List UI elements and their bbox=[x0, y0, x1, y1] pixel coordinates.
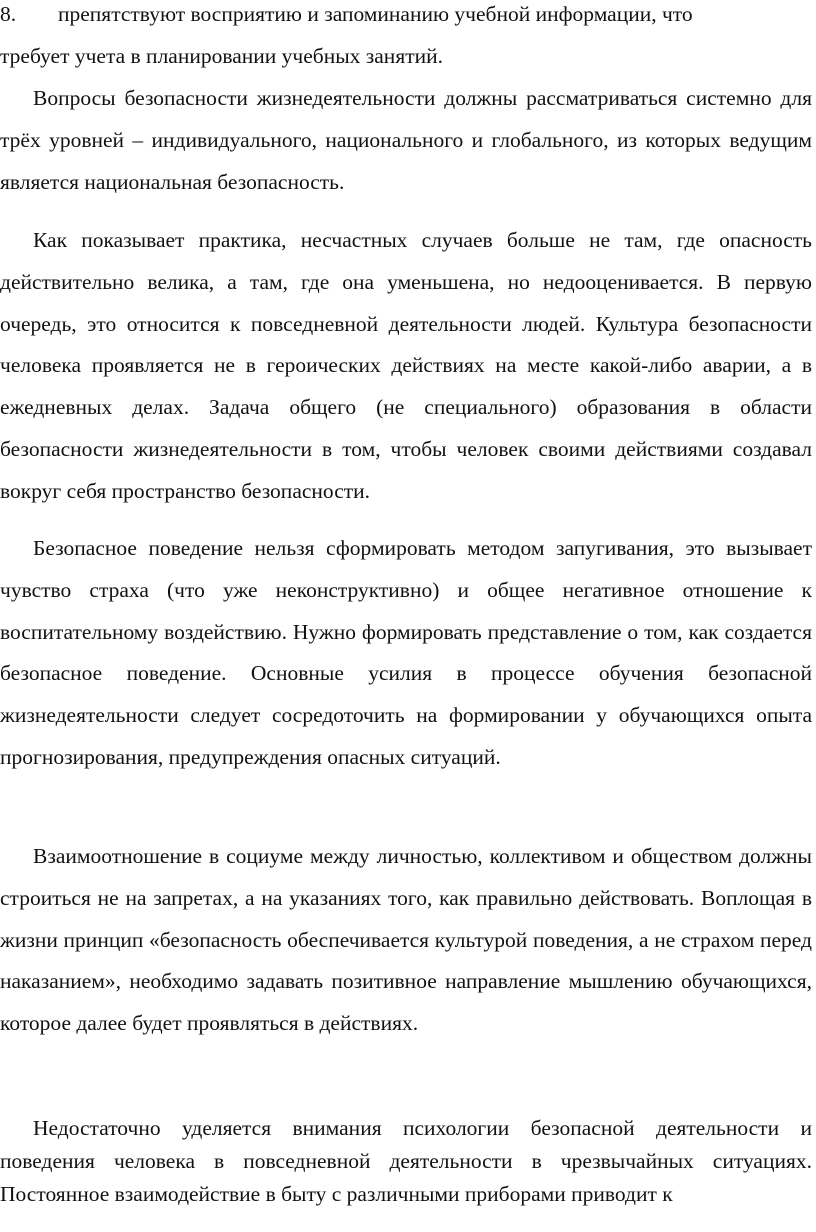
paragraph-safe-behavior: Безопасное поведение нельзя сформировать методом запугивания, это вызывает чувство страха (что уже неконструктивно) и общее негативное отношение к воспитательному воздействию. Нужно формировать представление о том, как создается безопасное поведение. Основные усилия в процессе обучения безопасной жизнедеятельности следует сосредоточить на формировании у обучающихся опыта прогнозирования, предупреждения опасных ситуаций. bbox=[0, 536, 812, 769]
paragraph-practice: Как показывает практика, несчастных случаев больше не там, где опасность действительно велика, а там, где она уменьшена, но недооценивается. В первую очередь, это относится к повседневной деятельности людей. Культура безопасности человека проявляется не в героических действиях на месте какой-либо аварии, а в ежедневных делах. Задача общего (не специального) образования в области безопасности жизнедеятельности в том, чтобы человек своими действиями создавал вокруг себя пространство безопасности. bbox=[0, 228, 812, 503]
list-item-continuation: требует учета в планировании учебных занятий. bbox=[0, 44, 443, 68]
list-item-number: 8. bbox=[0, 2, 17, 26]
paragraph-society-relations: Взаимоотношение в социуме между личностью, коллективом и обществом должны строиться не на запретах, а на указаниях того, как правильно действовать. Воплощая в жизни принцип «безопасность обеспечивается культурой поведения, а не страхом перед наказанием», необходимо задавать позитивное направление мышлению обучающихся, которое далее будет проявляться в действиях. bbox=[0, 844, 812, 1036]
paragraph-psychology: Недостаточно уделяется внимания психологии безопасной деятельности и поведения человека в повседневной деятельности в чрезвычайных ситуациях. Постоянное взаимодействие в быту с различными приборами приводит к bbox=[0, 1116, 812, 1206]
list-item-8 bbox=[0, 0, 812, 36]
paragraph-safety-levels: Вопросы безопасности жизнедеятельности должны рассматриваться системно для трёх уровней – индивидуального, национального и глобального, из которых ведущим является национальная безопасность. bbox=[0, 86, 812, 194]
list-item-first-line: препятствуют восприятию и запоминанию учебной информации, что bbox=[58, 2, 693, 26]
